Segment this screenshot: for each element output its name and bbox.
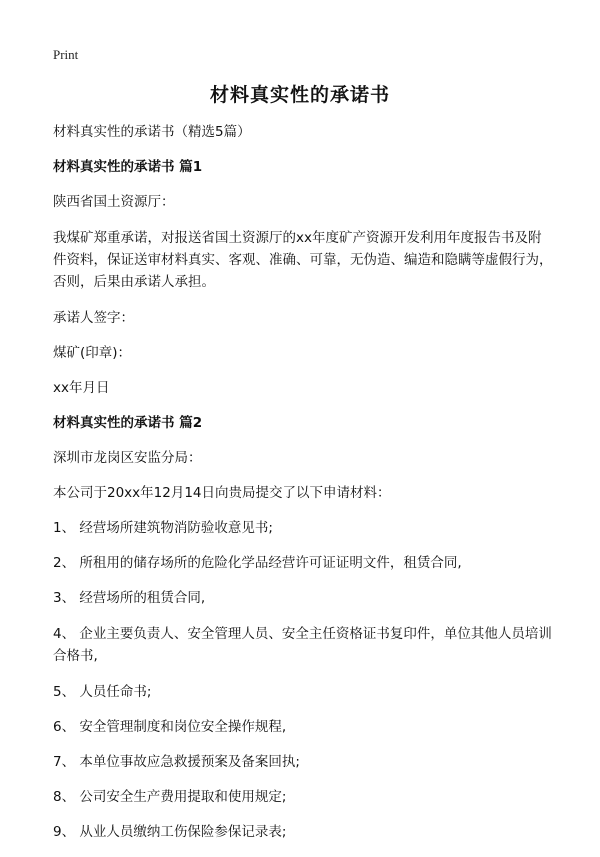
seal-line: 煤矿(印章)：	[53, 345, 132, 361]
signature-line: 承诺人签字：	[53, 310, 134, 326]
body-paragraph-1: 我煤矿郑重承诺，对报送省国土资源厅的xx年度矿产资源开发利用年度报告书及附件资料，保证送审材料真实、客观、准确、可靠，无伪造、编造和隐瞒等虚假行为，否则，后果由承诺人承担。	[53, 230, 553, 290]
list-item: 1、 经营场所建筑物消防验收意见书;	[53, 520, 273, 536]
list-item: 4、 企业主要负责人、安全管理人员、安全主任资格证书复印件，单位其他人员培训合格书,	[53, 626, 552, 664]
list-item: 6、 安全管理制度和岗位安全操作规程,	[53, 719, 287, 735]
document-subtitle: 材料真实性的承诺书（精选5篇）	[53, 124, 251, 140]
date-line: xx年月日	[53, 380, 110, 396]
intro-line: 本公司于20xx年12月14日向贵局提交了以下申请材料：	[53, 485, 391, 501]
document-content	[53, 122, 553, 857]
addressee-2: 深圳市龙岗区安监分局：	[53, 450, 202, 466]
addressee-1: 陕西省国土资源厅：	[53, 194, 175, 210]
list-item: 7、 本单位事故应急救援预案及备案回执;	[53, 754, 300, 770]
section-heading-1: 材料真实性的承诺书 篇1	[53, 159, 203, 175]
list-item: 2、 所租用的储存场所的危险化学品经营许可证证明文件，租赁合同,	[53, 555, 462, 571]
page-title: 材料真实性的承诺书	[209, 84, 390, 106]
list-item: 9、 从业人员缴纳工伤保险参保记录表;	[53, 824, 287, 840]
list-item: 3、 经营场所的租赁合同,	[53, 590, 206, 606]
section-heading-2: 材料真实性的承诺书 篇2	[53, 415, 203, 431]
list-item: 5、 人员任命书;	[53, 684, 152, 700]
print-label: Print	[53, 47, 79, 62]
list-item: 8、 公司安全生产费用提取和使用规定;	[53, 789, 287, 805]
